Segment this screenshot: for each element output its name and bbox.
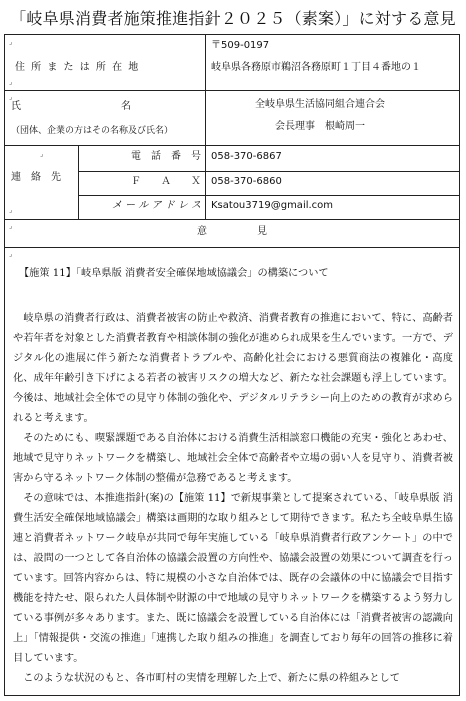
cell-mark: ⌟ <box>9 38 13 46</box>
cell-mark: ⌟ <box>9 250 13 258</box>
column-divider <box>78 145 79 219</box>
row-divider <box>5 90 459 91</box>
opinion-label: 意 見 <box>197 226 267 237</box>
postal-code: 〒509-0197 <box>211 40 270 51</box>
cell-mark: ⌟ <box>40 150 44 158</box>
fax-label: Ｆ Ａ Ｘ <box>131 176 201 187</box>
representative-name: 会長理事 根崎周一 <box>275 121 365 132</box>
name-label: 氏 名 <box>11 101 131 112</box>
row-divider <box>5 247 459 248</box>
phone-value: 058-370-6867 <box>211 151 282 162</box>
name-note: （団体、企業の方はその名称及び氏名） <box>11 126 174 136</box>
organization-name: 全岐阜県生活協同組合連合会 <box>255 99 385 110</box>
address-value: 岐阜県各務原市鵜沼各務原町１丁目４番地の１ <box>211 62 421 73</box>
cell-mark: ⌟ <box>9 78 13 86</box>
address-label: 住 所 ま た は 所 在 地 <box>15 62 140 73</box>
cell-mark: ⌟ <box>9 222 13 230</box>
email-label: メ ー ル ア ド レ ス <box>111 200 201 211</box>
opinion-paragraph: 岐阜県の消費者行政は、消費者被害の防止や救済、消費者教育の推進において、特に、高齢者や若年者を対象とした消費者教育や相談体制の強化が進められ成果を生んでいます。一方で、デジタル化の進展に伴う新たな消費者トラブルや、高齢化社会における悪質商法の複雑化・高度化、成年年齢引き下げによる若者の被害リスクの増大など、新たな社会課題も浮上しています。今後は、地域社会全体での見守り体制の強化や、デジタルリテラシー向上のための教育が求められると考えます。 <box>13 313 453 424</box>
opinion-heading: 【施策 11】「岐阜県版 消費者安全確保地域協議会」の構築について <box>19 268 329 279</box>
column-divider <box>205 35 206 219</box>
row-divider <box>5 219 459 220</box>
row-divider <box>5 145 459 146</box>
fax-value: 058-370-6860 <box>211 176 282 187</box>
opinion-form <box>4 34 460 696</box>
opinion-paragraph: そのためにも、喫緊課題である自治体における消費生活相談窓口機能の充実・強化とあわせ、地域で見守りネットワークを構築し、地域社会全体で高齢者や立場の弱い人を見守り、消費者被害から守るネットワーク体制の整備が急務であると考えます。 <box>13 433 453 484</box>
cell-mark: ⌟ <box>9 206 13 214</box>
opinion-body <box>13 309 453 689</box>
document-title: 「岐阜県消費者施策推進指針２０２５（素案）」に対する意見 <box>10 9 456 28</box>
row-divider <box>78 195 459 196</box>
opinion-paragraph: このような状況のもと、各市町村の実情を理解した上で、新たに県の枠組みとして <box>23 673 400 684</box>
opinion-paragraph: その意味では、本推進指針(案)の【施策 11】で新規事業として提案されている、「岐阜県版 消費生活安全確保地域協議会」構築は画期的な取り組みとして期待できます。私たち全岐阜県生協連と消費者ネットワーク岐阜が共同で毎年実施している「岐阜県消費者行政アンケート」の中では、設問の一つとして各自治体の協議会設置の方向性や、協議会設置の効果について調査を行っています。回答内容からは、特に規模の小さな自治体では、既存の会議体の中に協議会で目指す機能を持たせ、限られた人員体制や財源の中で地域の見守りネットワークを構築するよう努力している事例が多々あります。また、既に協議会を設置している自治体には「消費者被害の認識向上」「情報提供・交流の推進」「連携した取り組みの推進」を調査しており毎年の回答の推移に着目しています。 <box>13 493 453 664</box>
contact-label: 連 絡 先 <box>11 172 61 183</box>
phone-label: 電 話 番 号 <box>131 151 201 162</box>
cell-mark: ⌟ <box>9 93 13 101</box>
email-value: Ksatou3719@gmail.com <box>211 200 334 211</box>
row-divider <box>78 171 459 172</box>
